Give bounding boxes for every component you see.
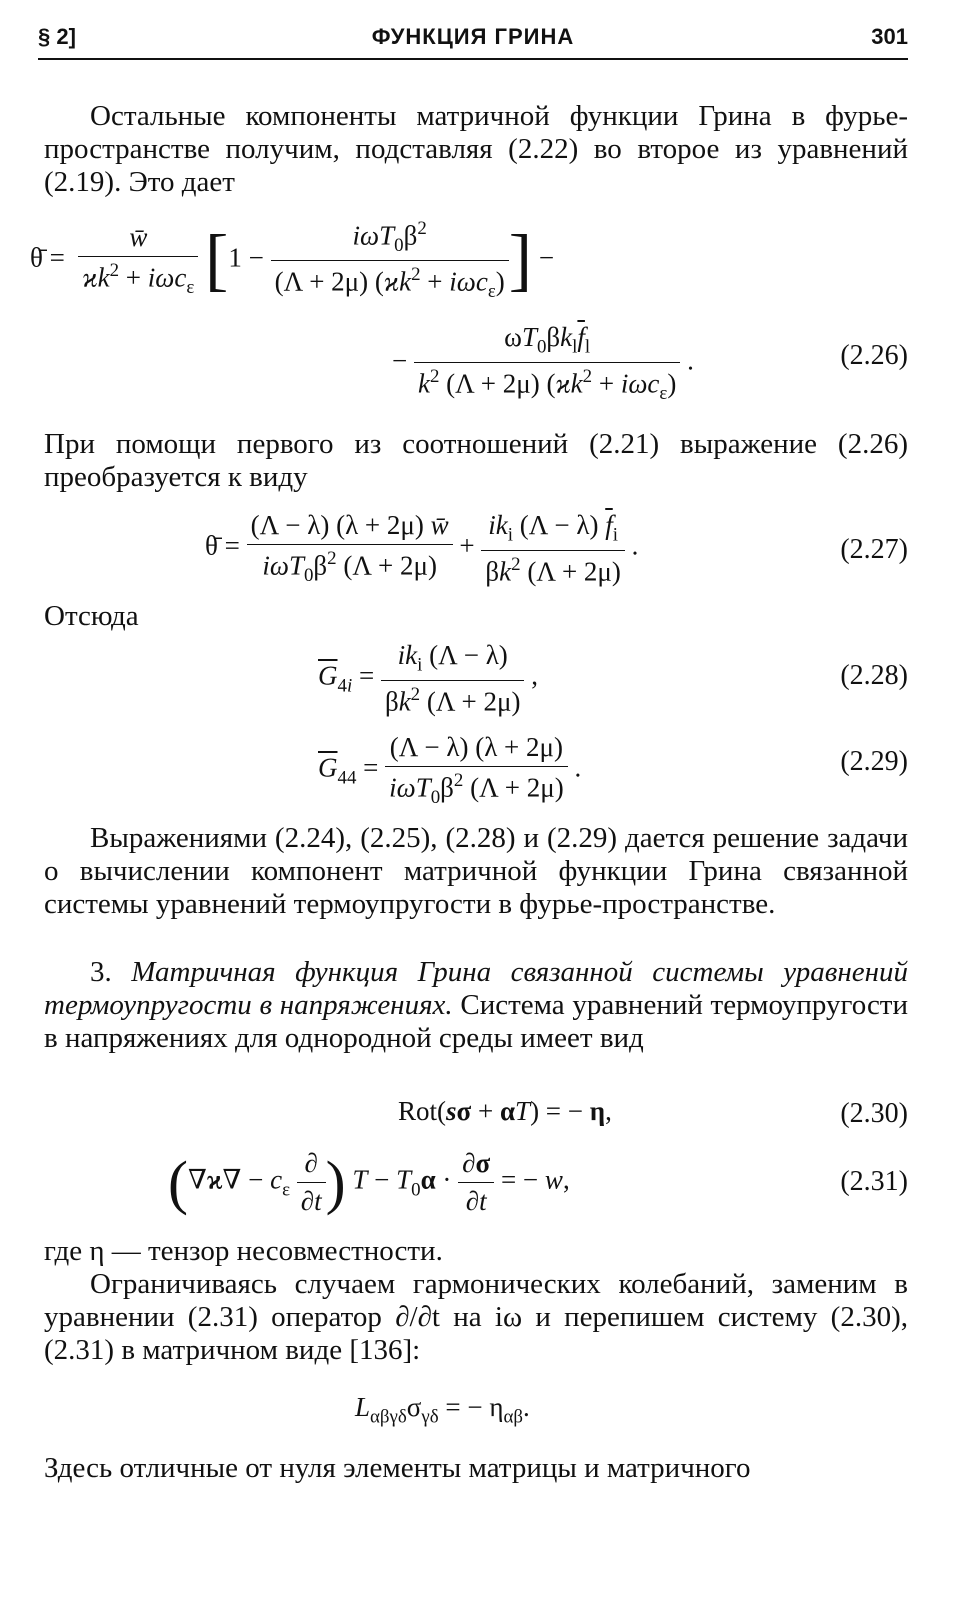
paragraph-8: Здесь отличные от нуля элементы матрицы и матричного [44, 1452, 751, 1484]
equation-number-2-30: (2.30) [840, 1098, 908, 1129]
subsection-title: Матричная функция Грина связанной системы уравнений термоупругости в напряжениях. [44, 956, 908, 1021]
equation-number-2-28: (2.28) [840, 660, 908, 691]
equation-2-26-line-1: θ̄ = $\frac{w̄}{ϰk^2 + i\omega c_\varepsilon}$ [1 − $\frac{i\omega T_0\beta^2}{(\Lambda + 2\mu) (ϰk^2 + i\omega c_\varepsilon)}$ ] − [30, 218, 555, 302]
paragraph-6: где η — тензор несовместности. [44, 1235, 443, 1267]
paragraph-7: Ограничиваясь случаем гармонических колебаний, заменим в уравнении (2.31) оператор ∂/∂t на iω и перепишем систему (2.30), (2.31) в матричном виде [136]: [44, 1268, 908, 1366]
equation-number-2-26: (2.26) [840, 340, 908, 371]
subsection-number: 3. [90, 956, 112, 988]
equation-2-28: $\overline{G}_{4i}$ = $\frac{ik_i (\Lambda - \lambda)}{\beta k^2 (\Lambda + 2\mu)}$ , [318, 640, 538, 716]
paragraph-1: Остальные компоненты матричной функции Грина в фурье-пространстве получим, подставляя (2.22) во второе из уравнений (2.19). Это дает [44, 100, 908, 198]
page-number: 301 [871, 24, 908, 49]
equation-2-26-line-2: − $\frac{\omega T_0\beta k_l\overline{f}_l}{k^2 (\Lambda + 2\mu) (ϰk^2 + i\omega c_\varepsilon)}$ . [392, 322, 694, 404]
running-header [38, 18, 908, 60]
paragraph-4: Выражениями (2.24), (2.25), (2.28) и (2.29) дается решение задачи о вычислении компонент матричной функции Грина связанной системы уравнений термоупругости в фурье-пространстве. [44, 822, 908, 920]
equation-number-2-29: (2.29) [840, 746, 908, 777]
equation-2-29: $\overline{G}_{44}$ = $\frac{(\Lambda - \lambda) (\lambda + 2\mu)}{i\omega T_0\beta^2 (\Lambda + 2\mu)}$ . [318, 732, 582, 808]
equation-2-30: Rot(sσ + αT) = − η, [398, 1096, 612, 1126]
matrix-equation: $L_{\alpha\beta\gamma\delta}\sigma_{\gamma\delta}$ = − $\eta_{\alpha\beta}$. [355, 1392, 530, 1428]
running-title: ФУНКЦИЯ ГРИНА [371, 24, 575, 49]
equation-2-31: ($\nabla ϰ\nabla - c_\varepsilon$ $\frac{\partial}{\partial t}$ ) $T - T_0\alpha$ · $\frac{\partial\sigma}{\partial t}$ = − w, [168, 1148, 570, 1216]
equation-number-2-31: (2.31) [840, 1166, 908, 1197]
equation-2-27: θ̄ = $\frac{(\Lambda - \lambda) (\lambda + 2\mu) w̄}{i\omega T_0\beta^2 (\Lambda + 2\mu)}$ + $\frac{ik_i (\Lambda - \lambda) \overline{f}_i}{\beta k^2 (\Lambda + 2\mu)}$ . [205, 510, 639, 586]
equation-number-2-27: (2.27) [840, 534, 908, 565]
paragraph-3: Отсюда [44, 600, 139, 632]
section-marker: § 2] [38, 24, 76, 49]
paragraph-2: При помощи первого из соотношений (2.21) выражение (2.26) преобразуется к виду [44, 428, 908, 493]
paragraph-5 [44, 956, 908, 1055]
paragraph-5-text: Система уравнений термоупругости в напряжениях для однородной среды имеет вид [44, 989, 909, 1054]
